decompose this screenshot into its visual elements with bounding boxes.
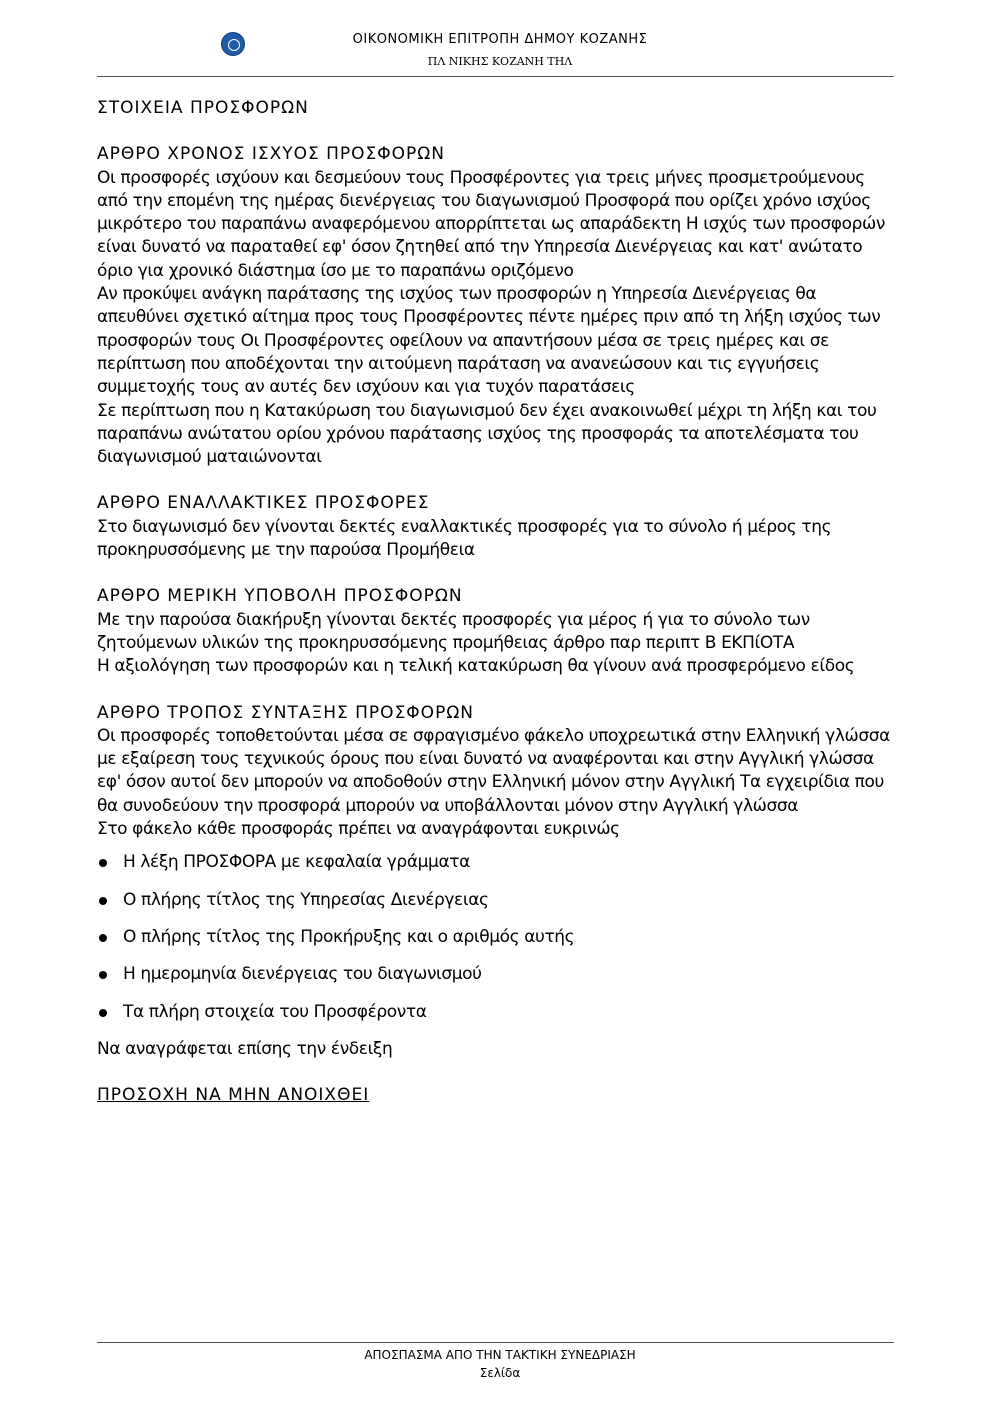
bullet-icon: [99, 1009, 107, 1017]
footer-page-label: Σελίδα: [479, 1366, 521, 1380]
list-item: Τα πλήρη στοιχεία του Προσφέροντα: [97, 1001, 897, 1024]
article-paragraph: Οι προσφορές ισχύουν και δεσμεύουν τους Προσφέροντες για τρεις μήνες προσμετρούμενους από την επομένη της ημέρας διενέργειας του διαγωνισμού Προσφορά που ορίζει χρόνο ισχύος μικρότερο του παραπάνω αναφερόμενου απορρίπτεται ως απαράδεκτη Η ισχύς των προσφορών είναι δυνατό να παραταθεί εφ' όσον ζητηθεί από την Υπηρεσία Διενέργειας και κατ' ανώτατο όριο για χρονικό διάστημα ίσο με το παραπάνω οριζόμενο: [97, 167, 885, 281]
header-address-line: ΠΛ ΝΙΚΗΣ ΚΟΖΑΝΗ ΤΗΛ: [427, 55, 573, 68]
envelope-markings-list: [97, 851, 897, 1023]
page-footer: [0, 1348, 1000, 1384]
section-title: ΣΤΟΙΧΕΙΑ ΠΡΟΣΦΟΡΩΝ: [97, 98, 309, 118]
document-body: [97, 97, 897, 1107]
article-paragraph: Αν προκύψει ανάγκη παράτασης της ισχύος των προσφορών η Υπηρεσία Διενέργειας θα απευθύνει σχετικό αίτημα προς τους Προσφέροντες πέντε ημέρες πριν από τη λήξη ισχύος των προσφορών τους Οι Προσφέροντες οφείλουν να απαντήσουν μέσα σε τρεις ημέρες και σε περίπτωση που αποδέχονται την αιτούμενη παράταση να ανανεώσουν και τις εγγυήσεις συμμετοχής τους αν αυτές δεν ισχύουν και για τυχόν παρατάσεις: [97, 284, 881, 398]
article-paragraph: Με την παρούσα διακήρυξη γίνονται δεκτές προσφορές για μέρος ή για το σύνολο των ζητούμενων υλικών της προκηρυσσόμενης προμήθειας άρθρο παρ περιπτ Β ΕΚΠίΟΤΑ: [97, 609, 810, 653]
list-item: Η ημερομηνία διενέργειας του διαγωνισμού: [97, 963, 897, 986]
bullet-icon: [99, 971, 107, 979]
footer-divider: [97, 1342, 894, 1343]
article-title: ΑΡΘΡΟ ΕΝΑΛΛΑΚΤΙΚΕΣ ΠΡΟΣΦΟΡΕΣ: [97, 493, 430, 514]
article-paragraph: Η αξιολόγηση των προσφορών και η τελική κατακύρωση θα γίνουν ανά προσφερόμενο είδος: [97, 656, 855, 677]
do-not-open-warning: ΠΡΟΣΟΧΗ ΝΑ ΜΗΝ ΑΝΟΙΧΘΕΙ: [97, 1085, 370, 1106]
page-header: [0, 22, 1000, 68]
bullet-icon: [99, 859, 107, 867]
bullet-icon: [99, 897, 107, 905]
list-item: Ο πλήρης τίτλος της Υπηρεσίας Διενέργειας: [97, 889, 897, 912]
article-paragraph: Οι προσφορές τοποθετούνται μέσα σε σφραγισμένο φάκελο υποχρεωτικά στην Ελληνική γλώσσα με εξαίρεση τους τεχνικούς όρους που είναι δυνατό να αναφέρονται και στην Αγγλική γλώσσα εφ' όσον αυτοί δεν μπορούν να αποδοθούν στην Ελληνική μόνον στην Αγγλική Τα εγχειρίδια που θα συνοδεύουν την προσφορά μπορούν να υποβάλλονται μόνον στην Αγγλική γλώσσα: [97, 725, 890, 816]
list-item: Ο πλήρης τίτλος της Προκήρυξης και ο αριθμός αυτής: [97, 926, 897, 949]
article-paragraph: Στο φάκελο κάθε προσφοράς πρέπει να αναγράφονται ευκρινώς: [97, 819, 620, 840]
article-paragraph: Στο διαγωνισμό δεν γίνονται δεκτές εναλλακτικές προσφορές για το σύνολο ή μέρος της προκηρυσσόμενης με την παρούσα Προμήθεια: [97, 516, 832, 561]
header-divider: [97, 76, 894, 77]
header-committee-title: ΟΙΚΟΝΟΜΙΚΗ ΕΠΙΤΡΟΠΗ ΔΗΜΟΥ ΚΟΖΑΝΗΣ: [352, 32, 648, 47]
article-paragraph: Σε περίπτωση που η Κατακύρωση του διαγωνισμού δεν έχει ανακοινωθεί μέχρι τη λήξη και του παραπάνω ανώτατου ορίου χρόνου παράτασης ισχύος της προσφοράς τα αποτελέσματα του διαγωνισμού ματαιώνονται: [97, 400, 877, 468]
marking-instruction: Να αναγράφεται επίσης την ένδειξη: [97, 1038, 393, 1059]
article-title: ΑΡΘΡΟ ΜΕΡΙΚΗ ΥΠΟΒΟΛΗ ΠΡΟΣΦΟΡΩΝ: [97, 586, 463, 607]
list-item: Η λέξη ΠΡΟΣΦΟΡΑ με κεφαλαία γράμματα: [97, 851, 897, 874]
article-title: ΑΡΘΡΟ ΤΡΟΠΟΣ ΣΥΝΤΑΞΗΣ ΠΡΟΣΦΟΡΩΝ: [97, 702, 475, 723]
bullet-icon: [99, 934, 107, 942]
article-title: ΑΡΘΡΟ ΧΡΟΝΟΣ ΙΣΧΥΟΣ ΠΡΟΣΦΟΡΩΝ: [97, 144, 446, 165]
footer-excerpt-title: ΑΠΟΣΠΑΣΜΑ ΑΠΟ ΤΗΝ ΤΑΚΤΙΚΗ ΣΥΝΕΔΡΙΑΣΗ: [364, 1348, 636, 1362]
